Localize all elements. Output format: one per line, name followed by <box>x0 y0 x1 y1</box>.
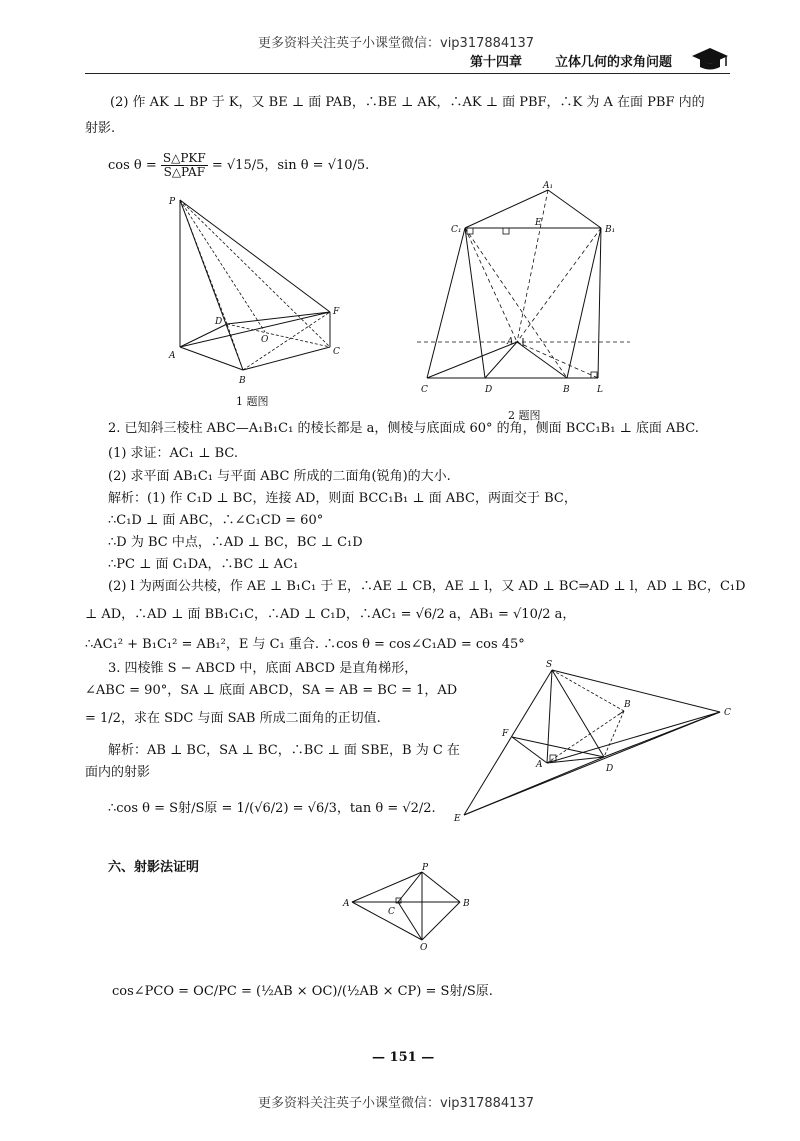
fig3-label-S: S <box>546 660 553 670</box>
figure-1-caption: 1 题图 <box>236 395 269 408</box>
fig1-label-F: F <box>333 307 340 317</box>
fig2-label-C: C <box>421 385 428 395</box>
cos-prefix: cos θ = <box>108 158 157 173</box>
p1-line1: (2) 作 AK ⊥ BP 于 K，又 BE ⊥ 面 PAB，∴BE ⊥ AK，∴AK ⊥ 面 PBF，∴K 为 A 在面 PBF 内的 <box>110 95 705 110</box>
q3-line3: = 1/2，求在 SDC 与面 SAB 所成二面角的正切值. <box>85 711 381 726</box>
figure-4-rhombus <box>342 862 482 952</box>
watermark-top: 更多资料关注英子小课堂微信：vip317884137 <box>258 36 534 51</box>
q3-line1: 3. 四棱锥 S − ABCD 中，底面 ABCD 是直角梯形， <box>108 661 418 676</box>
p1-line2: 射影. <box>85 121 116 136</box>
q3-answer-line3: ∴cos θ = S射/S原 = 1/(√6/2) = √6/3，tan θ = √2/2. <box>108 801 436 816</box>
figure-3-pyramid <box>452 655 742 825</box>
fraction-denominator: S△PAF <box>163 165 206 179</box>
fig1-label-B: B <box>239 376 246 386</box>
fig2-label-A: A <box>507 337 514 347</box>
formula-rest: = √15/5，sin θ = √10/5. <box>211 158 370 173</box>
figure-2-caption: 2 题图 <box>508 409 541 422</box>
q3-answer-line2: 面内的射影 <box>85 765 151 780</box>
fig1-label-P: P <box>169 197 176 207</box>
fig3-label-D: D <box>606 764 614 774</box>
fig1-label-O: O <box>261 335 269 345</box>
page-number: — 151 — <box>372 1050 435 1065</box>
watermark-bottom: 更多资料关注英子小课堂微信：vip317884137 <box>258 1096 534 1111</box>
q2-answer-line7: ∴AC₁² + B₁C₁² = AB₁²，E 与 C₁ 重合. ∴cos θ = cos∠C₁AD = cos 45° <box>85 637 525 652</box>
q2-answer-line3: ∴D 为 BC 中点，∴AD ⊥ BC，BC ⊥ C₁D <box>108 535 363 550</box>
q2-answer-line5: (2) l 为两面公共棱，作 AE ⊥ B₁C₁ 于 E，∴AE ⊥ CB，AE ⊥ l，又 AD ⊥ BC⇒AD ⊥ l，AD ⊥ BC，C₁D <box>108 579 746 594</box>
q2-sub1: (1) 求证：AC₁ ⊥ BC. <box>108 446 238 461</box>
fig4-label-A: A <box>343 899 350 909</box>
fig3-label-F: F <box>502 729 509 739</box>
fig1-label-C: C <box>333 347 340 357</box>
graduation-cap-icon <box>690 44 730 72</box>
q2-sub2: (2) 求平面 AB₁C₁ 与平面 ABC 所成的二面角(锐角)的大小. <box>108 469 451 484</box>
fig2-label-B: B <box>563 385 570 395</box>
p1-formula <box>108 152 369 179</box>
chapter-label: 第十四章 <box>470 55 523 70</box>
figure-2-prism <box>415 178 635 403</box>
fig1-label-D: D <box>215 317 223 327</box>
fig4-label-O: O <box>420 943 428 952</box>
fig3-label-B: B <box>624 700 631 710</box>
fig2-label-L: L <box>597 385 603 395</box>
fig2-label-B1: B₁ <box>605 225 616 235</box>
fig4-label-P: P <box>422 863 429 873</box>
q2-stem: 2. 已知斜三棱柱 ABC—A₁B₁C₁ 的棱长都是 a，侧棱与底面成 60° 的角，侧面 BCC₁B₁ ⊥ 底面 ABC. <box>108 421 699 436</box>
fig4-label-B: B <box>463 899 470 909</box>
q2-answer-line4: ∴PC ⊥ 面 C₁DA，∴BC ⊥ AC₁ <box>108 557 299 572</box>
q2-answer-line1: 解析：(1) 作 C₁D ⊥ BC，连接 AD，则面 BCC₁B₁ ⊥ 面 ABC，两面交于 BC， <box>108 491 577 506</box>
q3-line2: ∠ABC = 90°，SA ⊥ 底面 ABCD，SA = AB = BC = 1，AD <box>85 683 458 698</box>
fig3-label-E: E <box>454 814 461 824</box>
section-6-formula: cos∠PCO = OC/PC = (½AB × OC)/(½AB × CP) = S射/S原. <box>112 984 493 999</box>
figure-1-pyramid <box>165 192 355 387</box>
fig3-label-C: C <box>724 708 731 718</box>
area-fraction <box>161 152 208 179</box>
q3-answer-line1: 解析：AB ⊥ BC，SA ⊥ BC，∴BC ⊥ 面 SBE，B 为 C 在 <box>108 743 460 758</box>
fig2-label-A1: A₁ <box>543 181 554 191</box>
fig3-label-A: A <box>536 760 543 770</box>
header-rule <box>85 73 730 74</box>
q2-answer-line2: ∴C₁D ⊥ 面 ABC，∴∠C₁CD = 60° <box>108 513 324 528</box>
fig2-label-D: D <box>485 385 493 395</box>
fraction-numerator: S△PKF <box>162 151 206 165</box>
chapter-title: 立体几何的求角问题 <box>555 55 673 70</box>
fig2-label-C1: C₁ <box>451 225 462 235</box>
fig1-label-A: A <box>169 351 176 361</box>
section-6-title: 六、射影法证明 <box>108 860 200 875</box>
fig4-label-C: C <box>388 907 395 917</box>
fig2-label-E: E <box>535 218 542 228</box>
q2-answer-line6: ⊥ AD，∴AD ⊥ 面 BB₁C₁C，∴AD ⊥ C₁D，∴AC₁ = √6/2 a，AB₁ = √10/2 a， <box>85 607 576 622</box>
